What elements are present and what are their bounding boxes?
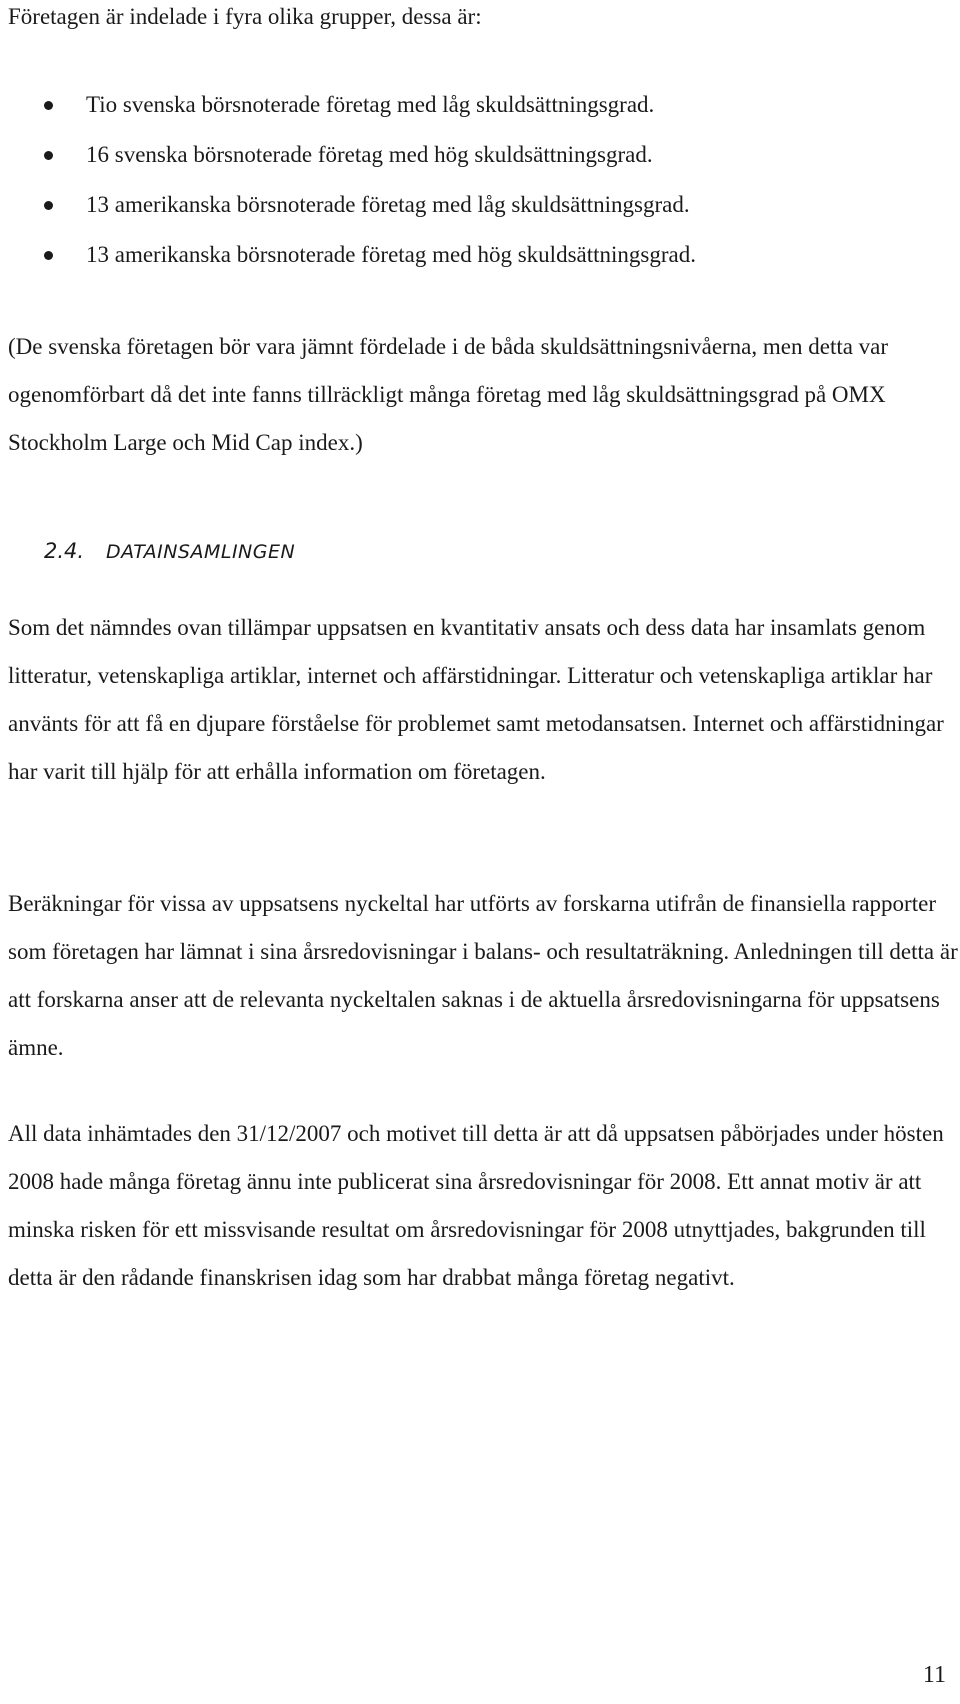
note-paragraph: (De svenska företagen bör vara jämnt fördelade i de båda skuldsättningsnivåerna, men detta var ogenomförbart då det inte fanns tillräckligt många företag med låg skuldsättningsgrad på OMX Stockholm Large och Mid Cap index.): [8, 334, 889, 455]
page-number: 11: [922, 1662, 946, 1688]
list-item-text: 13 amerikanska börsnoterade företag med låg skuldsättningsgrad.: [86, 192, 690, 217]
bullet-icon: [44, 201, 53, 210]
group-list: [0, 80, 696, 280]
body-paragraph: Som det nämndes ovan tillämpar uppsatsen en kvantitativ ansats och dess data har insamlats genom litteratur, vetenskapliga artiklar, internet och affärstidningar. Litteratur och vetenskapliga artiklar har använts för att få en djupare förståelse för problemet samt metodansatsen. Internet och affärstidningar har varit till hjälp för att erhålla information om företagen.: [8, 615, 944, 784]
body-paragraph: Beräkningar för vissa av uppsatsens nyckeltal har utförts av forskarna utifrån de finansiella rapporter som företagen har lämnat i sina årsredovisningar i balans- och resultaträkning. Anledningen till detta är att forskarna anser att de relevanta nyckeltalen saknas i de aktuella årsredovisningarna för uppsatsens ämne.: [8, 891, 958, 1060]
bullet-icon: [44, 101, 53, 110]
list-item-text: 16 svenska börsnoterade företag med hög skuldsättningsgrad.: [86, 142, 653, 167]
list-item: [0, 130, 696, 180]
list-item: [0, 230, 696, 280]
body-paragraph: All data inhämtades den 31/12/2007 och motivet till detta är att då uppsatsen påbörjades under hösten 2008 hade många företag ännu inte publicerat sina årsredovisningar för 2008. Ett annat motiv är att minska risken för ett missvisande resultat om årsredovisningar för 2008 utnyttjades, bakgrunden till detta är den rådande finanskrisen idag som har drabbat många företag negativt.: [8, 1121, 944, 1290]
list-item-text: Tio svenska börsnoterade företag med låg skuldsättningsgrad.: [86, 92, 655, 117]
bullet-icon: [44, 151, 53, 160]
section-title: DATAINSAMLINGEN: [106, 541, 296, 563]
list-item: [0, 80, 696, 130]
section-number: 2.4.: [44, 539, 85, 563]
bullet-icon: [44, 251, 53, 260]
list-item: [0, 180, 696, 230]
section-heading: [44, 536, 295, 567]
list-item-text: 13 amerikanska börsnoterade företag med hög skuldsättningsgrad.: [86, 242, 696, 267]
intro-text: Företagen är indelade i fyra olika grupper, dessa är:: [8, 4, 482, 29]
